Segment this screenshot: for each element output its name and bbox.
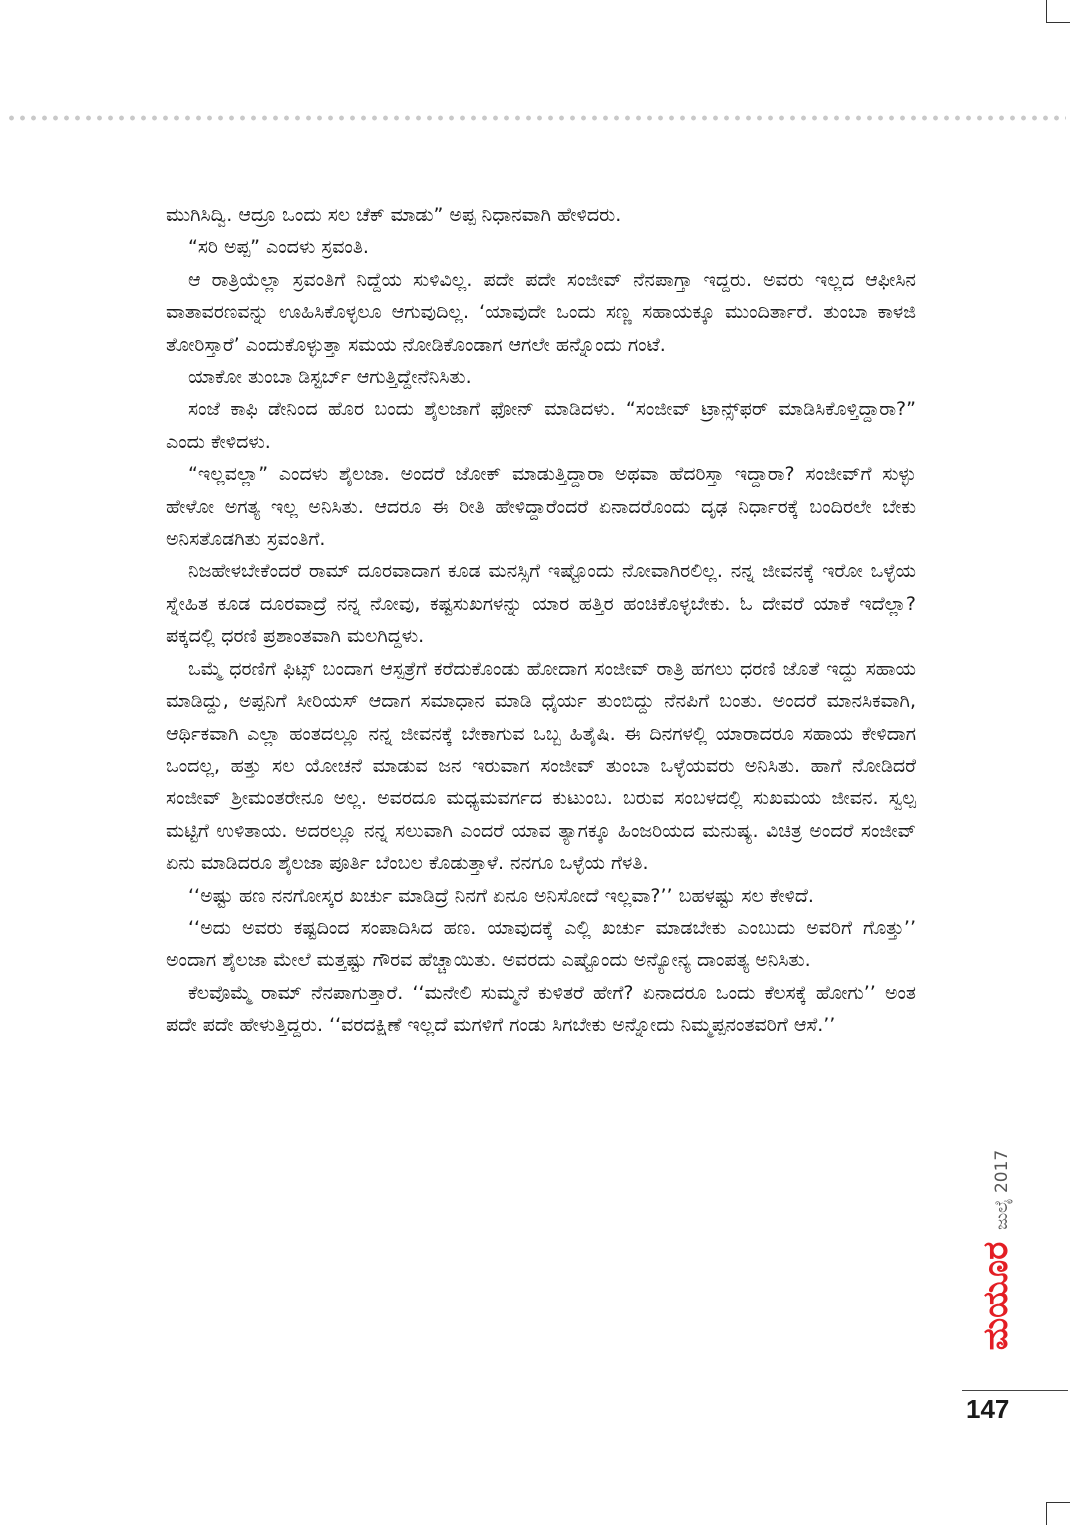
paragraph: ‘‘ಅಷ್ಟು ಹಣ ನನಗೋಸ್ಕರ ಖರ್ಚು ಮಾಡಿದ್ರೆ ನಿನಗೆ ಏನೂ ಅನಿಸೋದೆ ಇಲ್ಲವಾ?’’ ಬಹಳಷ್ಟು ಸಲ ಕೇಳಿದೆ. (188, 884, 814, 907)
page-number: 147 (966, 1394, 1010, 1424)
paragraph: ಮುಗಿಸಿದ್ವಿ. ಆದ್ರೂ ಒಂದು ಸಲ ಚೆಕ್ ಮಾಡು” ಅಪ್ಪ ನಿಧಾನವಾಗಿ ಹೇಳಿದರು. (166, 204, 622, 226)
issue-date: ಜುಲೈ 2017 (992, 1149, 1012, 1230)
paragraph: “ಸರಿ ಅಪ್ಪ” ಎಂದಳು ಸ್ರವಂತಿ. (188, 236, 369, 259)
paragraph: ಯಾಕೋ ತುಂಬಾ ಡಿಸ್ಟರ್ಬ್ ಆಗುತ್ತಿದ್ದೇನೆನಿಸಿತು. (188, 366, 472, 389)
crop-mark-bottom-right (1046, 1502, 1047, 1525)
crop-mark-top-right (1046, 0, 1047, 22)
paragraph: ಕೆಲವೊಮ್ಮೆ ರಾಮ್ ನೆನಪಾಗುತ್ತಾರೆ. ‘‘ಮನೇಲಿ ಸುಮ್ಮನೆ ಕುಳಿತರೆ ಹೇಗೆ? ಏನಾದರೂ ಒಂದು ಕೆಲಸಕ್ಕೆ ಹೋಗು’’ ಅಂತ ಪದೇ ಪದೇ ಹೇಳುತ್ತಿದ್ದರು. ‘‘ವರದಕ್ಷಿಣೆ ಇಲ್ಲದೆ ಮಗಳಿಗೆ ಗಂಡು ಸಿಗಬೇಕು ಅನ್ನೋದು ನಿಮ್ಮಪ್ಪನಂತವರಿಗೆ ಆಸೆ.’’ (166, 981, 916, 1037)
crop-mark-bottom-right-h (1046, 1502, 1070, 1503)
paragraph: ಆ ರಾತ್ರಿಯೆಲ್ಲಾ ಸ್ರವಂತಿಗೆ ನಿದ್ದೆಯ ಸುಳಿವಿಲ್ಲ. ಪದೇ ಪದೇ ಸಂಜೀವ್ ನೆನಪಾಗ್ತಾ ಇದ್ದರು. ಅವರು ಇಲ್ಲದ ಆಫೀಸಿನ ವಾತಾವರಣವನ್ನು ಊಹಿಸಿಕೊಳ್ಳಲೂ ಆಗುವುದಿಲ್ಲ. ‘ಯಾವುದೇ ಒಂದು ಸಣ್ಣ ಸಹಾಯಕ್ಕೂ ಮುಂದಿರ್ತಾರೆ. ತುಂಬಾ ಕಾಳಜಿ ತೋರಿಸ್ತಾರೆ’ ಎಂದುಕೊಳ್ಳುತ್ತಾ ಸಮಯ ನೋಡಿಕೊಂಡಾಗ ಆಗಲೇ ಹನ್ನೊಂದು ಗಂಟೆ. (166, 268, 916, 356)
page-number-rule (962, 1390, 1068, 1391)
paragraph: ‘‘ಅದು ಅವರು ಕಷ್ಟದಿಂದ ಸಂಪಾದಿಸಿದ ಹಣ. ಯಾವುದಕ್ಕೆ ಎಲ್ಲಿ ಖರ್ಚು ಮಾಡಬೇಕು ಎಂಬುದು ಅವರಿಗೆ ಗೊತ್ತು’’ ಅಂದಾಗ ಶೈಲಜಾ ಮೇಲೆ ಮತ್ತಷ್ಟು ಗೌರವ ಹೆಚ್ಚಾಯಿತು. ಅವರದು ಎಷ್ಟೊಂದು ಅನ್ಯೋನ್ಯ ದಾಂಪತ್ಯ ಅನಿಸಿತು. (166, 916, 916, 972)
paragraph: ನಿಜಹೇಳಬೇಕೆಂದರೆ ರಾಮ್ ದೂರವಾದಾಗ ಕೂಡ ಮನಸ್ಸಿಗೆ ಇಷ್ಟೊಂದು ನೋವಾಗಿರಲಿಲ್ಲ. ನನ್ನ ಜೀವನಕ್ಕೆ ಇರೋ ಒಳ್ಳೆಯ ಸ್ನೇಹಿತ ಕೂಡ ದೂರವಾದ್ರೆ ನನ್ನ ನೋವು, ಕಷ್ಟಸುಖಗಳನ್ನು ಯಾರ ಹತ್ತಿರ ಹಂಚಿಕೊಳ್ಳಬೇಕು. ಓ ದೇವರೆ ಯಾಕೆ ಇದೆಲ್ಲಾ? ಪಕ್ಕದಲ್ಲಿ ಧರಣಿ ಪ್ರಶಾಂತವಾಗಿ ಮಲಗಿದ್ದಳು. (166, 560, 916, 648)
crop-mark-top-right-h (1046, 22, 1070, 23)
paragraph: ಸಂಜೆ ಕಾಫಿ ಡೇನಿಂದ ಹೊರ ಬಂದು ಶೈಲಜಾಗೆ ಫೋನ್ ಮಾಡಿದಳು. “ಸಂಜೀವ್ ಟ್ರಾನ್ಸ್‌ಫರ್ ಮಾಡಿಸಿಕೊಳ್ತಿದ್ದಾರಾ?” ಎಂದು ಕೇಳಿದಳು. (166, 398, 916, 453)
article-body (166, 199, 916, 1042)
dotted-divider (6, 115, 1066, 121)
magazine-name: ಮಯೂರ (976, 1241, 1016, 1351)
paragraph: ಒಮ್ಮೆ ಧರಣಿಗೆ ಫಿಟ್ಸ್ ಬಂದಾಗ ಆಸ್ಪತ್ರೆಗೆ ಕರೆದುಕೊಂಡು ಹೋದಾಗ ಸಂಜೀವ್ ರಾತ್ರಿ ಹಗಲು ಧರಣಿ ಜೊತೆ ಇದ್ದು ಸಹಾಯ ಮಾಡಿದ್ದು, ಅಪ್ಪನಿಗೆ ಸೀರಿಯಸ್ ಆದಾಗ ಸಮಾಧಾನ ಮಾಡಿ ಧೈರ್ಯ ತುಂಬಿದ್ದು ನೆನಪಿಗೆ ಬಂತು. ಅಂದರೆ ಮಾನಸಿಕವಾಗಿ, ಆರ್ಥಿಕವಾಗಿ ಎಲ್ಲಾ ಹಂತದಲ್ಲೂ ನನ್ನ ಜೀವನಕ್ಕೆ ಬೇಕಾಗುವ ಒಬ್ಬ ಹಿತೈಷಿ. ಈ ದಿನಗಳಲ್ಲಿ ಯಾರಾದರೂ ಸಹಾಯ ಕೇಳಿದಾಗ ಒಂದಲ್ಲ, ಹತ್ತು ಸಲ ಯೋಚನೆ ಮಾಡುವ ಜನ ಇರುವಾಗ ಸಂಜೀವ್ ತುಂಬಾ ಒಳ್ಳೆಯವರು ಅನಿಸಿತು. ಹಾಗೆ ನೋಡಿದರೆ ಸಂಜೀವ್ ಶ್ರೀಮಂತರೇನೂ ಅಲ್ಲ. ಅವರದೂ ಮಧ್ಯಮವರ್ಗದ ಕುಟುಂಬ. ಬರುವ ಸಂಬಳದಲ್ಲಿ ಸುಖಮಯ ಜೀವನ. ಸ್ವಲ್ಪ ಮಟ್ಟಿಗೆ ಉಳಿತಾಯ. ಅದರಲ್ಲೂ ನನ್ನ ಸಲುವಾಗಿ ಎಂದರೆ ಯಾವ ತ್ಯಾಗಕ್ಕೂ ಹಿಂಜರಿಯದ ಮನುಷ್ಯ. ವಿಚಿತ್ರ ಅಂದರೆ ಸಂಜೀವ್ ಏನು ಮಾಡಿದರೂ ಶೈಲಜಾ ಪೂರ್ತಿ ಬೆಂಬಲ ಕೊಡುತ್ತಾಳೆ. ನನಗೂ ಒಳ್ಳೆಯ ಗೆಳತಿ. (166, 657, 916, 875)
magazine-masthead (976, 1130, 1016, 1370)
paragraph: “ಇಲ್ಲವಲ್ಲಾ” ಎಂದಳು ಶೈಲಜಾ. ಅಂದರೆ ಜೋಕ್ ಮಾಡುತ್ತಿದ್ದಾರಾ ಅಥವಾ ಹೆದರಿಸ್ತಾ ಇದ್ದಾರಾ? ಸಂಜೀವ್‌ಗೆ ಸುಳ್ಳು ಹೇಳೋ ಅಗತ್ಯ ಇಲ್ಲ ಅನಿಸಿತು. ಆದರೂ ಈ ರೀತಿ ಹೇಳಿದ್ದಾರೆಂದರೆ ಏನಾದರೊಂದು ದೃಢ ನಿರ್ಧಾರಕ್ಕೆ ಬಂದಿರಲೇ ಬೇಕು ಅನಿಸತೊಡಗಿತು ಸ್ರವಂತಿಗೆ. (166, 463, 916, 551)
